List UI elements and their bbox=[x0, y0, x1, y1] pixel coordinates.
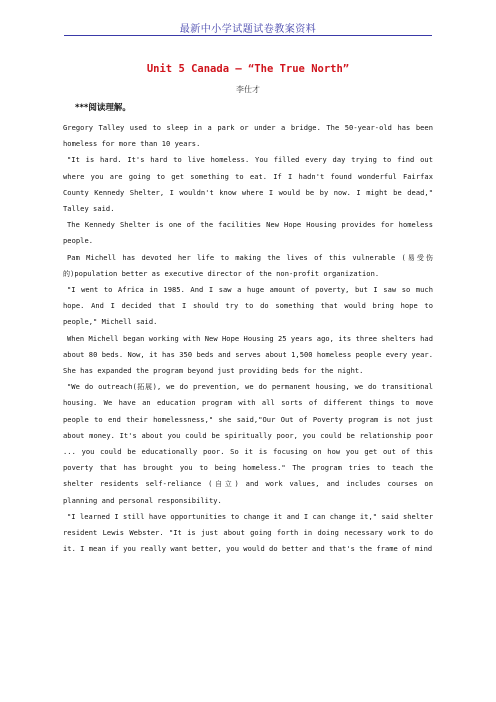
paragraph: The Kennedy Shelter is one of the facilities New Hope Housing provides for homeless people. bbox=[63, 220, 433, 246]
paragraph: When Michell began working with New Hope Housing 25 years ago, its three shelters had about 80 beds. Now, it has 350 beds and serves about 1,500 homeless people every year. She has expanded the program beyond just providing beds for the night. bbox=[63, 333, 433, 376]
document-author: 李仕才 bbox=[236, 85, 260, 94]
document-title: Unit 5 Canada – “The True North” bbox=[146, 63, 350, 75]
paragraph: "It is hard. It's hard to live homeless. You filled every day trying to find out where you are going to get something to eat. If I hadn't found wonderful Fairfax County Kennedy Shelter, I wouldn't know where I would be by now. I might be dead," Talley said. bbox=[63, 155, 433, 214]
paragraph: "I went to Africa in 1985. And I saw a huge amount of poverty, but I saw so much hope. And I decided that I should try to do something that would bring hope to people," Michell said. bbox=[63, 285, 433, 327]
paragraph: "I learned I still have opportunities to change it and I can change it," said shelter resident Lewis Webster. "It is just about going forth in doing necessary work to do it. I mean if you really want better, you would do better and that's the frame of mind bbox=[63, 511, 433, 554]
paragraph: Pam Michell has devoted her life to making the lives of this vulnerable (易受伤的)population better as executive director of the non-profit organization. bbox=[63, 252, 433, 278]
paragraph: Gregory Talley used to sleep in a park or under a bridge. The 50-year-old has been homeless for more than 10 years. bbox=[63, 123, 433, 149]
paragraph: "We do outreach(拓展), we do prevention, we do permanent housing, we do transitional housing. We have an education program with all sorts of different things to move people to end their homelessness," she said,"Our Out of Poverty program is not just about money. It's about you could be spiritually poor, you could be relationship poor ... you could be educationally poor. So it is focusing on how you get out of this poverty that has brought you to being homeless." The program tries to teach the shelter residents self-reliance (自立) and work values, and includes courses on planning and personal responsibility. bbox=[63, 382, 433, 505]
header-banner: 最新中小学试题试卷教案资料 bbox=[179, 24, 317, 35]
article-body bbox=[63, 120, 433, 557]
header-divider bbox=[64, 35, 432, 36]
section-label: ***阅读理解。 bbox=[75, 103, 131, 113]
